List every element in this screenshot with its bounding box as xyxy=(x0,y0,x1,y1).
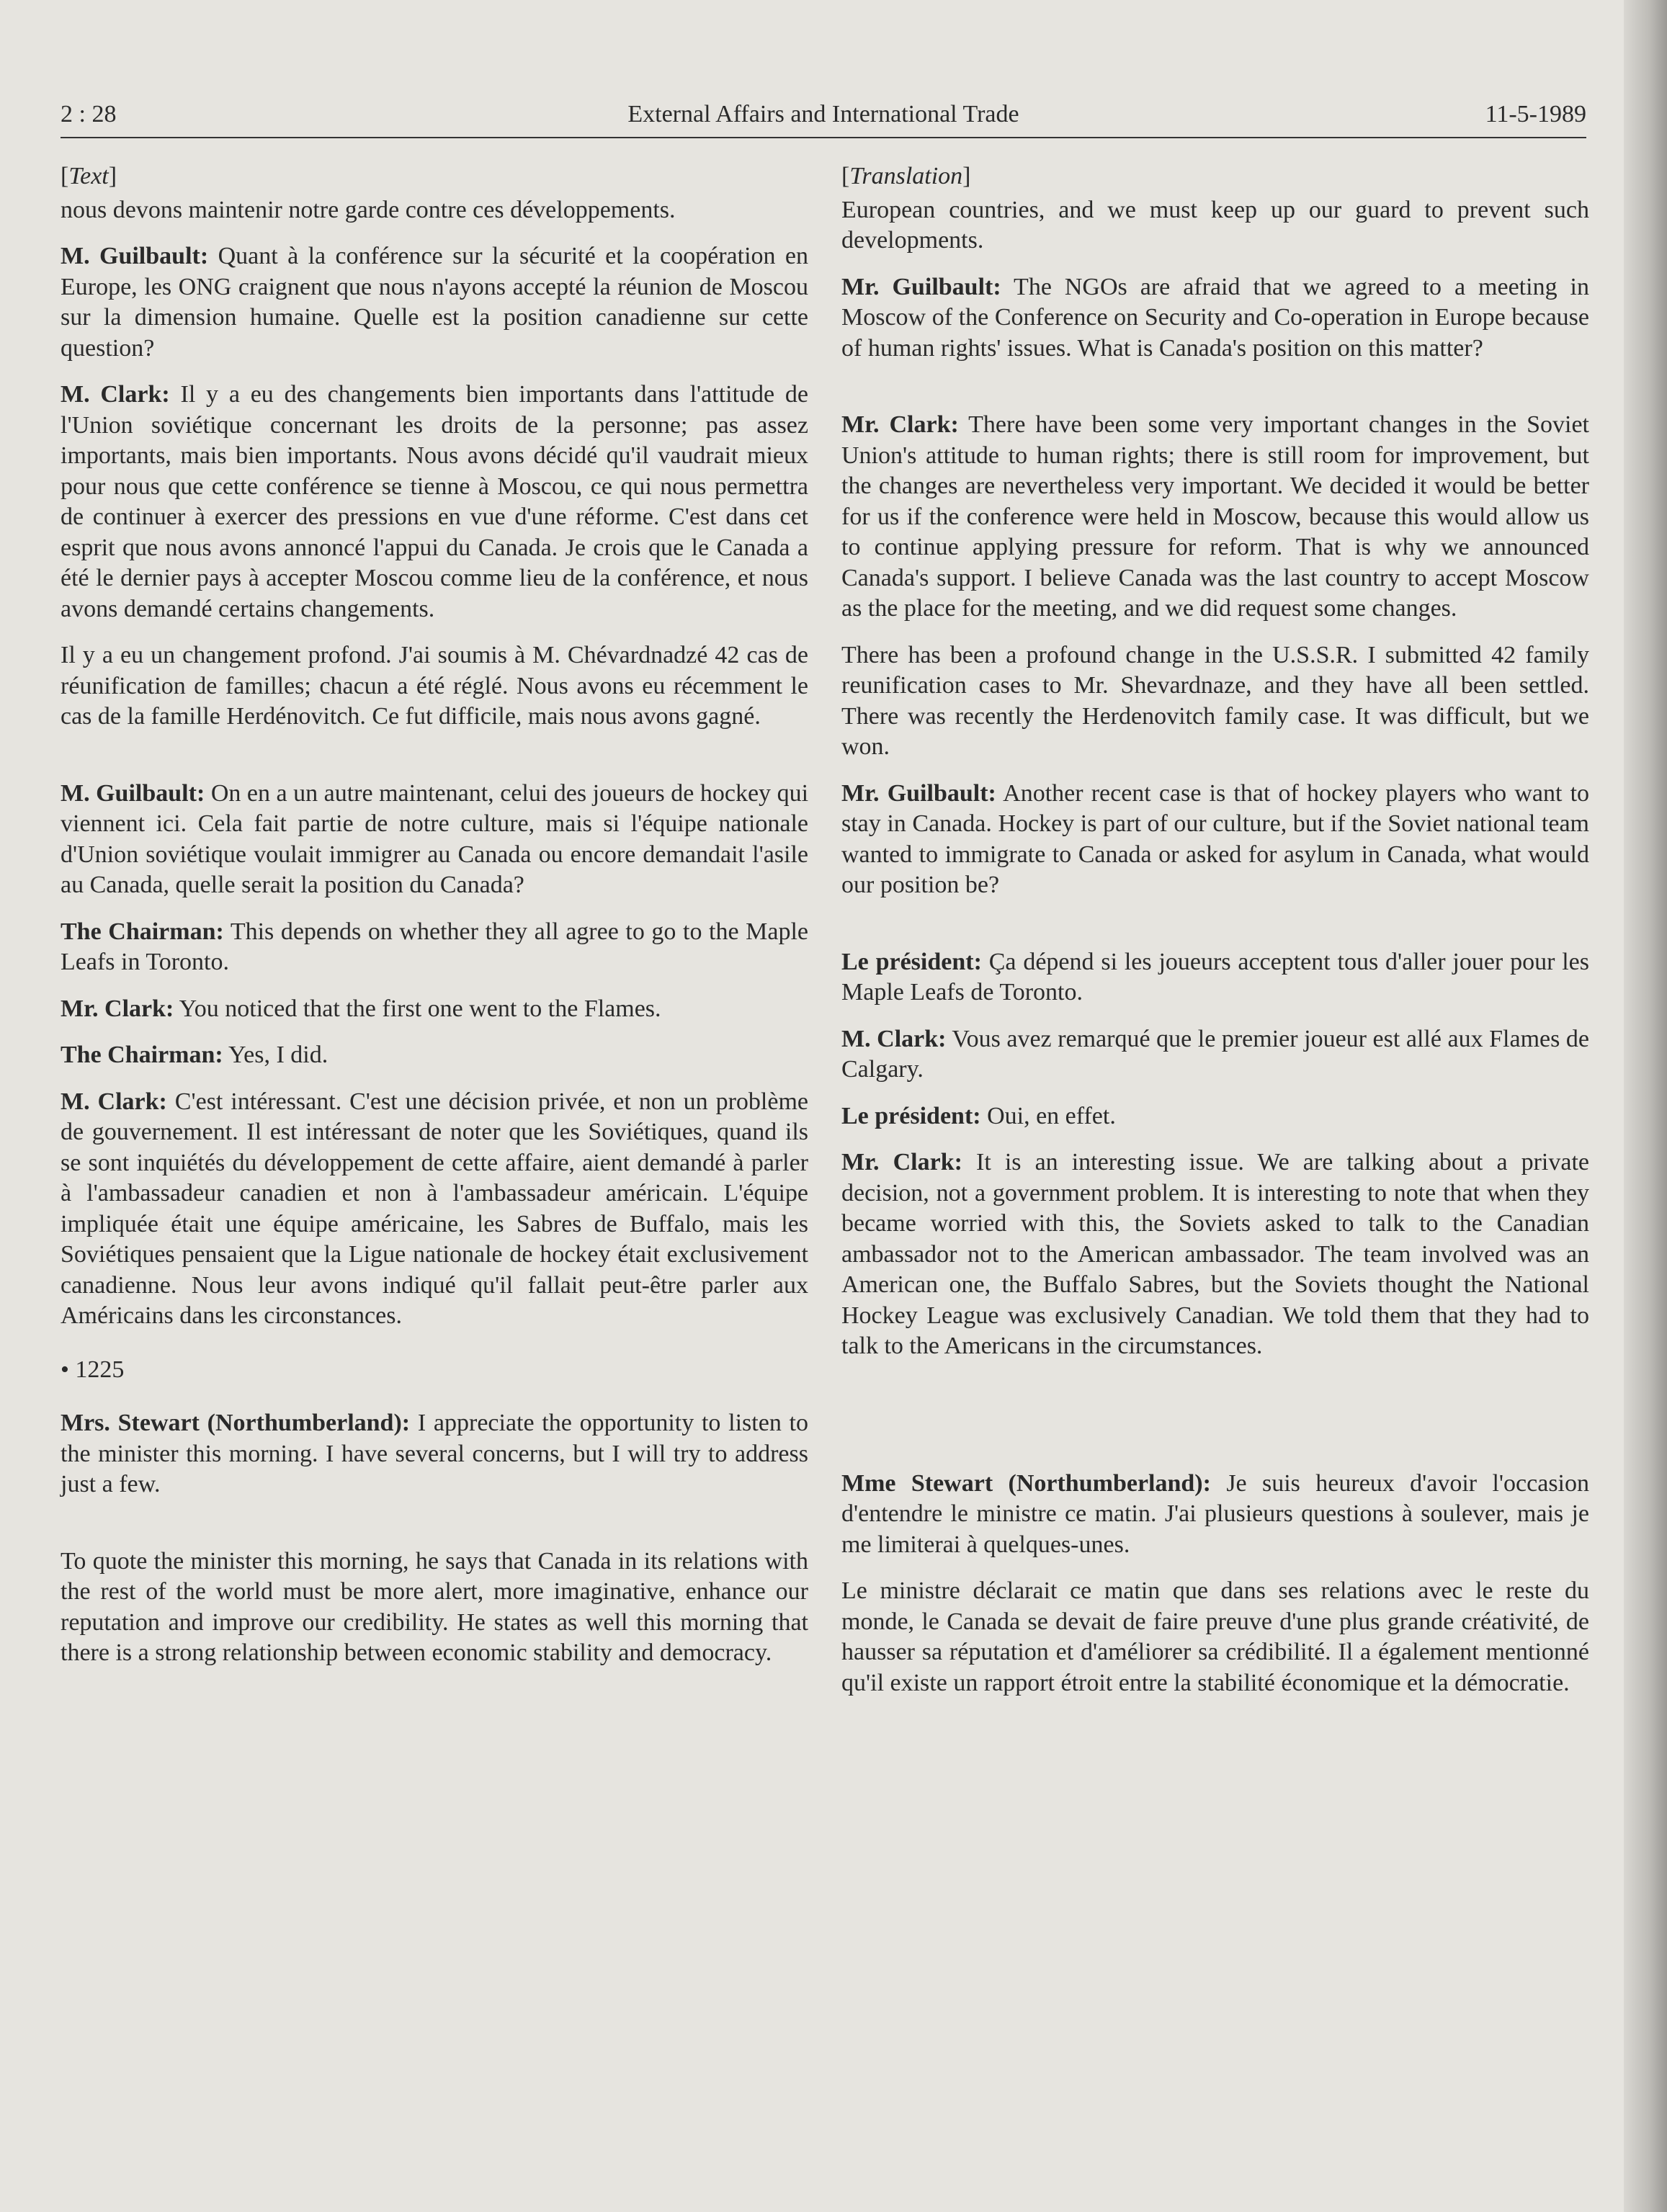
paragraph: European countries, and we must keep up our guard to prevent such developments. xyxy=(841,196,1589,254)
paragraph xyxy=(61,1408,808,1500)
right-column xyxy=(841,161,1589,1698)
speech-text: Quant à la conférence sur la sécurité et la coopération en Europe, les ONG craignent que nous n'ayons accepté la réunion de Moscou sur la dimension humaine. Quelle est la position canadienne sur cette question? xyxy=(61,243,809,362)
speech-text: On en a un autre maintenant, celui des joueurs de hockey qui viennent ici. Cela fait partie de notre culture, mais si l'équipe nationale d'Union soviétique voulait immigrer au Canada ou encore demandait l'asile au Canada, quelle serait la position du Canada? xyxy=(61,779,809,898)
paragraph xyxy=(841,1147,1589,1362)
paragraph: Il y a eu un changement profond. J'ai soumis à M. Chévardnadzé 42 cas de réunification de familles; chacun a été réglé. Nous avons eu récemment le cas de la famille Herdénovitch. Ce fut difficile, mais nous avons gagné. xyxy=(61,642,808,730)
speaker-name: Mr. Clark: xyxy=(61,995,174,1022)
speaker-name: Mme Stewart (Northumberland): xyxy=(841,1469,1211,1497)
speech-text: You noticed that the first one went to the Flames. xyxy=(179,995,661,1022)
paragraph xyxy=(61,1040,808,1071)
column-tag: [Text] xyxy=(61,163,117,189)
speaker-name: Mrs. Stewart (Northumberland): xyxy=(61,1410,411,1436)
speech-text: I appreciate the opportunity to listen to the minister this morning. I have several concerns, but I will try to address just a few. xyxy=(61,1410,808,1497)
speaker-name: M. Clark: xyxy=(61,1088,167,1115)
speech-text: C'est intéressant. C'est une décision privée, et non un problème de gouvernement. Il est intéressant de noter que les Soviétiques, quand ils se sont inquiétés du développement de cette affaire, aient demandé à parler à l'ambassadeur canadien et non à l'ambassadeur américain. L'équipe impliquée était une équipe américaine, les Sabres de Buffalo, mais les Soviétiques pensaient que la Ligue nationale de hockey était exclusivement canadienne. Nous leur avons indiqué qu'il fallait peut-être parler aux Américains dans les circonstances. xyxy=(61,1088,809,1329)
paragraph: There has been a profound change in the U.S.S.R. I submitted 42 family reunification cases to Mr. Shevardnaze, and they have all been settled. There was recently the Herdenovitch family case. It was difficult, but we won. xyxy=(841,641,1589,760)
paragraph xyxy=(841,947,1589,1008)
paragraph xyxy=(61,1087,808,1332)
speech-text: Oui, en effet. xyxy=(987,1102,1116,1129)
speech-text: It is an interesting issue. We are talking about a private decision, not a government problem. It is interesting to note that when they became worried with this, the Soviets asked to talk to the Canadian ambassador not to the American ambassador. The team involved was an American one, the Buffalo Sabres, but the Soviets thought the National Hockey League was exclusively Canadian. We told them that they had to talk to the Americans in the circumstances. xyxy=(841,1149,1589,1359)
speech-text: The NGOs are afraid that we agreed to a meeting in Moscow of the Conference on Security and Co-operation in Europe because of human rights' issues. What is Canada's position on this matter? xyxy=(841,273,1589,362)
speaker-name: Mr. Clark: xyxy=(841,1149,962,1176)
speech-text: Ça dépend si les joueurs acceptent tous d'aller jouer pour les Maple Leafs de Toronto. xyxy=(841,948,1590,1006)
running-header xyxy=(61,101,1586,138)
paragraph xyxy=(841,1469,1589,1561)
column-tag: [Translation] xyxy=(841,163,971,189)
paragraph xyxy=(841,779,1589,901)
speaker-name: Mr. Clark: xyxy=(841,411,959,438)
speaker-name: The Chairman: xyxy=(61,1042,223,1068)
speech-text: Vous avez remarqué que le premier joueur est allé aux Flames de Calgary. xyxy=(841,1025,1590,1083)
speech-text: Yes, I did. xyxy=(228,1042,329,1068)
paragraph xyxy=(61,994,808,1025)
paragraph xyxy=(841,272,1589,364)
paragraph xyxy=(61,380,808,624)
speaker-name: M. Clark: xyxy=(61,381,170,408)
time-marker: • 1225 xyxy=(61,1356,125,1383)
paragraph xyxy=(841,1101,1589,1132)
speaker-name: M. Clark: xyxy=(841,1025,947,1052)
paragraph xyxy=(61,917,808,978)
column-tag-label: Translation xyxy=(849,163,963,189)
speech-text: Je suis heureux d'avoir l'occasion d'entendre le ministre ce matin. J'ai plusieurs questions à soulever, mais je me limiterai à quelques-unes. xyxy=(841,1469,1589,1558)
paragraph: Le ministre déclarait ce matin que dans ses relations avec le reste du monde, le Canada se devait de faire preuve d'une plus grande créativité, de hausser sa réputation et d'améliorer sa crédibilité. Il a également mentionné qu'il existe un rapport étroit entre la stabilité économique et la démocratie. xyxy=(841,1577,1589,1696)
column-tag-label: Text xyxy=(68,163,109,189)
speech-text: There have been some very important changes in the Soviet Union's attitude to human rights; there is still room for improvement, but the changes are nevertheless very important. We decided it would be better for us if the conference were held in Moscow, because this would allow us to continue applying pressure for reform. That is why we announced Canada's support. I believe Canada was the last country to accept Moscow as the place for the meeting, and we did request some changes. xyxy=(841,411,1589,622)
publication-title: External Affairs and International Trade xyxy=(627,101,1019,127)
page-binding-shadow xyxy=(1624,0,1667,2212)
paragraph: nous devons maintenir notre garde contre ces développements. xyxy=(61,196,676,223)
paragraph xyxy=(61,241,808,364)
left-column xyxy=(61,161,808,1669)
speaker-name: Mr. Guilbault: xyxy=(841,273,1001,300)
paragraph xyxy=(841,410,1589,624)
speaker-name: Le président: xyxy=(841,1102,981,1129)
speaker-name: Mr. Guilbault: xyxy=(841,779,996,807)
speech-text: This depends on whether they all agree to go to the Maple Leafs in Toronto. xyxy=(61,918,809,975)
paragraph xyxy=(61,779,808,901)
speaker-name: M. Guilbault: xyxy=(61,243,209,269)
page-number: 2 : 28 xyxy=(61,101,117,127)
speaker-name: The Chairman: xyxy=(61,918,224,945)
speech-text: Il y a eu des changements bien importants dans l'attitude de l'Union soviétique concernant les droits de la personne; pas assez importants, mais bien importants. Nous avons décidé qu'il vaudrait mieux pour nous que cette conférence se tienne à Moscou, ce qui nous permettra de continuer à exercer des pressions en vue d'une réforme. C'est dans cet esprit que nous avons annoncé l'appui du Canada. Je crois que le Canada a été le dernier pays à accepter Moscou comme lieu de la conférence, et nous avons demandé certains changements. xyxy=(61,381,809,622)
paragraph xyxy=(841,1024,1589,1085)
speaker-name: M. Guilbault: xyxy=(61,779,205,807)
session-date: 11-5-1989 xyxy=(1485,101,1586,127)
speaker-name: Le président: xyxy=(841,948,982,975)
paragraph: To quote the minister this morning, he says that Canada in its relations with the rest of the world must be more alert, more imaginative, enhance our reputation and improve our credibility. He states as well this morning that there is a strong relationship between economic stability and democracy. xyxy=(61,1547,808,1666)
speech-text: Another recent case is that of hockey players who want to stay in Canada. Hockey is part of our culture, but if the Soviet national team wanted to immigrate to Canada or asked for asylum in Canada, what would our position be? xyxy=(841,779,1590,898)
